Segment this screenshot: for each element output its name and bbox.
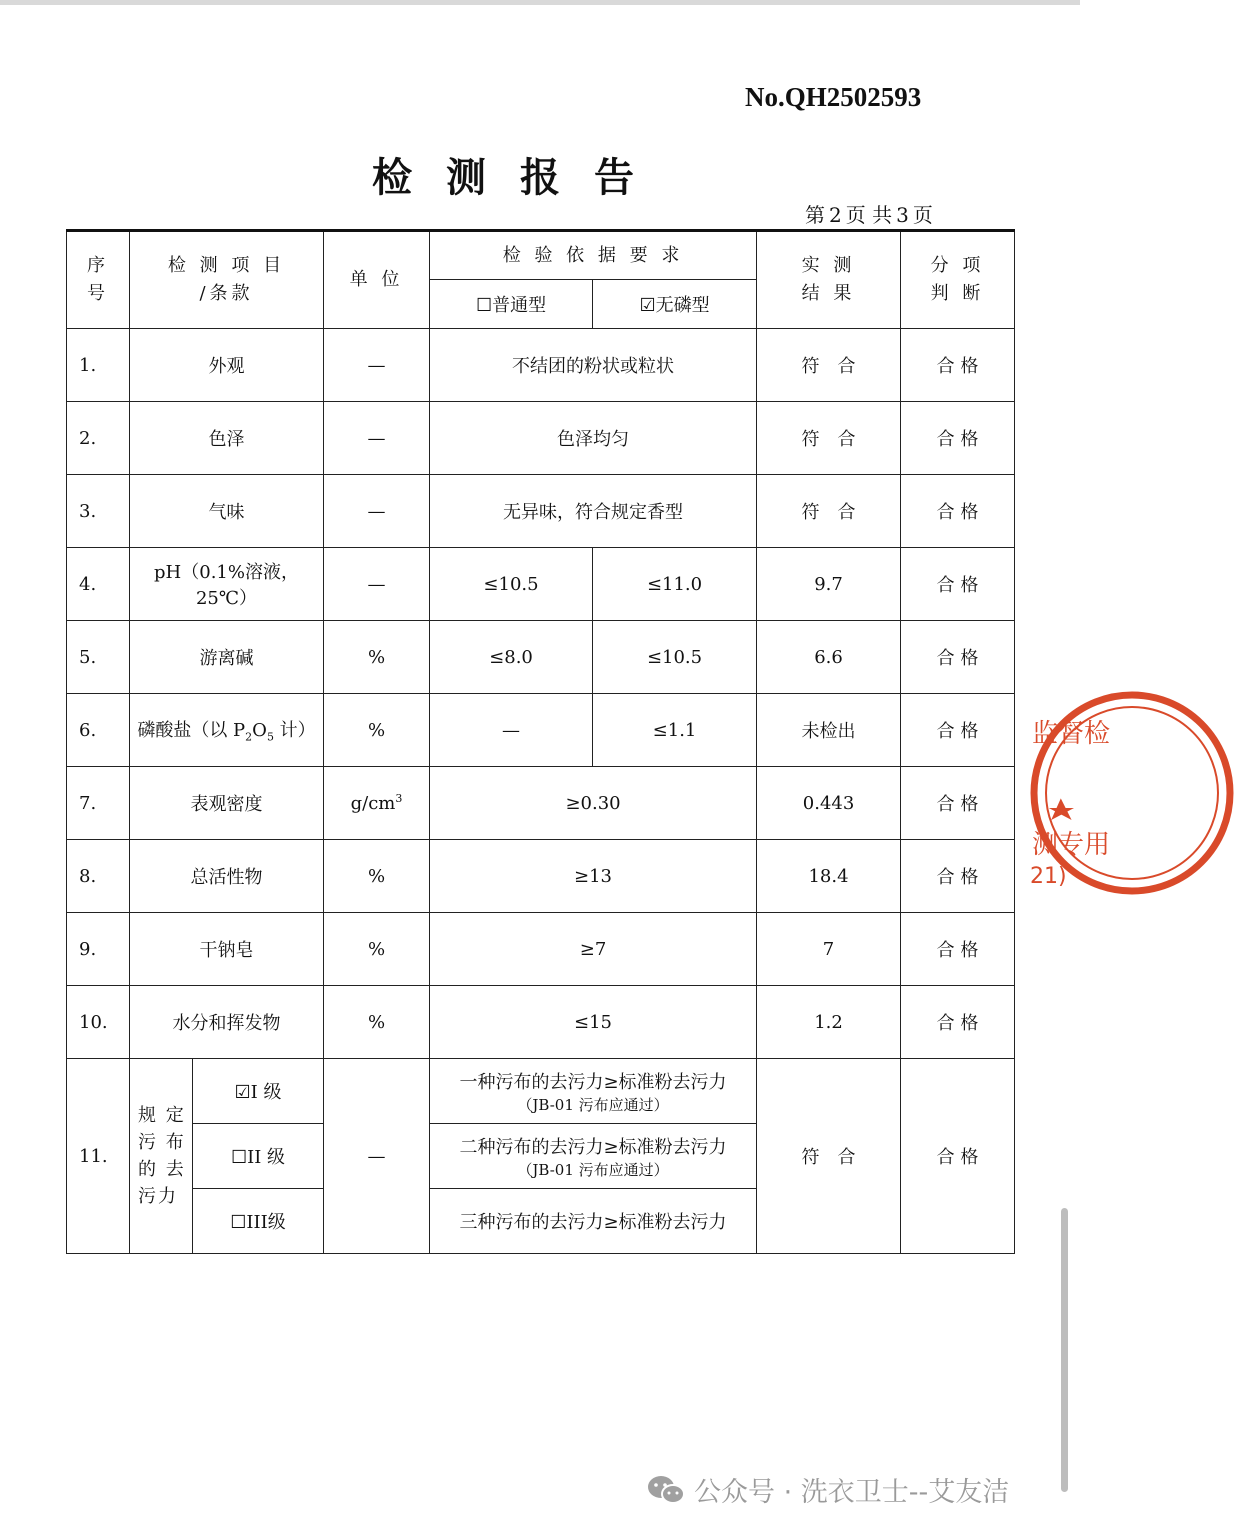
scrollbar[interactable] <box>1061 1208 1068 1492</box>
header-result: 实 测 结 果 <box>757 231 901 329</box>
grade-1-checkbox: ☑I 级 <box>193 1059 324 1124</box>
row-item: 色泽 <box>130 402 324 475</box>
watermark-text: 公众号 · 洗衣卫士--艾友洁 <box>694 1477 1010 1508</box>
row-judgement: 合 格 <box>901 986 1015 1059</box>
grade-3-checkbox: ☐III级 <box>193 1189 324 1254</box>
row-result: 符 合 <box>757 1059 901 1254</box>
row-judgement: 合 格 <box>901 329 1015 402</box>
row-unit: % <box>324 913 430 986</box>
row-item: 水分和挥发物 <box>130 986 324 1059</box>
row-seq: 8. <box>67 840 130 913</box>
row-unit: — <box>324 548 430 621</box>
row-judgement: 合 格 <box>901 548 1015 621</box>
page-indicator: 第 2 页 共 3 页 <box>805 203 933 227</box>
row-unit: — <box>324 329 430 402</box>
row-unit: — <box>324 475 430 548</box>
row-judgement: 合 格 <box>901 767 1015 840</box>
table-row-11 <box>67 1059 1015 1124</box>
row-requirement: ≥7 <box>430 913 757 986</box>
row-requirement-normal: ≤8.0 <box>430 621 593 694</box>
table-row <box>67 694 1015 767</box>
row-unit: $g/cm^3$ <box>324 767 430 840</box>
row-judgement: 合 格 <box>901 913 1015 986</box>
table-row <box>67 840 1015 913</box>
header-item: 检 测 项 目 /条款 <box>130 231 324 329</box>
row-seq: 6. <box>67 694 130 767</box>
row-judgement: 合 格 <box>901 475 1015 548</box>
grade-3-requirement: 三种污布的去污力≥标准粉去污力 <box>430 1189 757 1254</box>
row-result: 符 合 <box>757 402 901 475</box>
row-seq: 11. <box>67 1059 130 1254</box>
grade-1-requirement: 一种污布的去污力≥标准粉去污力 （JB-01 污布应通过） <box>430 1059 757 1124</box>
row-judgement: 合 格 <box>901 621 1015 694</box>
svg-text:测专用: 测专用 <box>1032 830 1111 860</box>
row-item: 磷酸盐（以 $P_2O_5$ 计） <box>130 694 324 767</box>
row-seq: 5. <box>67 621 130 694</box>
row-judgement: 合 格 <box>901 694 1015 767</box>
row-unit: — <box>324 1059 430 1254</box>
row-seq: 2. <box>67 402 130 475</box>
row-requirement: 无异味，符合规定香型 <box>430 475 757 548</box>
row-item: 表观密度 <box>130 767 324 840</box>
row-unit: % <box>324 621 430 694</box>
row-item: 游离碱 <box>130 621 324 694</box>
header-unit: 单 位 <box>324 231 430 329</box>
row-result: 未检出 <box>757 694 901 767</box>
row-result: 7 <box>757 913 901 986</box>
row-requirement-normal: ≤10.5 <box>430 548 593 621</box>
row-seq: 3. <box>67 475 130 548</box>
row-result: 符 合 <box>757 475 901 548</box>
row-item: 外观 <box>130 329 324 402</box>
row-requirement: ≥13 <box>430 840 757 913</box>
table-row <box>67 986 1015 1059</box>
row-result: 0.443 <box>757 767 901 840</box>
table-row <box>67 548 1015 621</box>
row-result: 6.6 <box>757 621 901 694</box>
header-basis: 检 验 依 据 要 求 <box>430 231 757 280</box>
grade-2-requirement: 二种污布的去污力≥标准粉去污力 （JB-01 污布应通过） <box>430 1124 757 1189</box>
official-seal <box>1028 690 1148 896</box>
row-unit: % <box>324 986 430 1059</box>
report-number: No.QH2502593 <box>745 82 922 112</box>
row-result: 符 合 <box>757 329 901 402</box>
row-unit: — <box>324 402 430 475</box>
table-row <box>67 621 1015 694</box>
row-requirement-free: ≤10.5 <box>593 621 757 694</box>
row-requirement-free: ≤1.1 <box>593 694 757 767</box>
row-unit: % <box>324 694 430 767</box>
row-item-label: 规 定 污 布 的 去 污力 <box>130 1059 193 1254</box>
page-title: 检测报告 <box>372 154 668 201</box>
table-row <box>67 767 1015 840</box>
grade-2-checkbox: ☐II 级 <box>193 1124 324 1189</box>
row-requirement: ≤15 <box>430 986 757 1059</box>
row-result: 9.7 <box>757 548 901 621</box>
row-seq: 1. <box>67 329 130 402</box>
row-seq: 9. <box>67 913 130 986</box>
row-seq: 4. <box>67 548 130 621</box>
row-requirement: 不结团的粉状或粒状 <box>430 329 757 402</box>
row-result: 1.2 <box>757 986 901 1059</box>
row-requirement-normal: — <box>430 694 593 767</box>
header-judgement: 分 项 判 断 <box>901 231 1015 329</box>
wechat-icon <box>646 1474 686 1506</box>
table-row <box>67 475 1015 548</box>
header-type-phosphate-free: ☑无磷型 <box>593 280 757 329</box>
header-type-normal: ☐普通型 <box>430 280 593 329</box>
row-judgement: 合 格 <box>901 402 1015 475</box>
row-item: 总活性物 <box>130 840 324 913</box>
row-requirement: 色泽均匀 <box>430 402 757 475</box>
svg-text:监督检: 监督检 <box>1032 719 1111 749</box>
row-requirement: ≥0.30 <box>430 767 757 840</box>
row-judgement: 合 格 <box>901 840 1015 913</box>
row-item: pH（0.1%溶液，25℃） <box>130 548 324 621</box>
table-row <box>67 402 1015 475</box>
header-seq: 序 号 <box>67 231 130 329</box>
table-row <box>67 329 1015 402</box>
row-item: 干钠皂 <box>130 913 324 986</box>
row-seq: 10. <box>67 986 130 1059</box>
row-judgement: 合 格 <box>901 1059 1015 1254</box>
watermark <box>646 1470 1009 1509</box>
row-item: 气味 <box>130 475 324 548</box>
row-requirement-free: ≤11.0 <box>593 548 757 621</box>
row-seq: 7. <box>67 767 130 840</box>
row-result: 18.4 <box>757 840 901 913</box>
svg-text:21): 21) <box>1030 864 1067 889</box>
top-divider <box>0 0 1080 5</box>
table-row <box>67 913 1015 986</box>
report-table <box>66 229 1015 1254</box>
row-unit: % <box>324 840 430 913</box>
